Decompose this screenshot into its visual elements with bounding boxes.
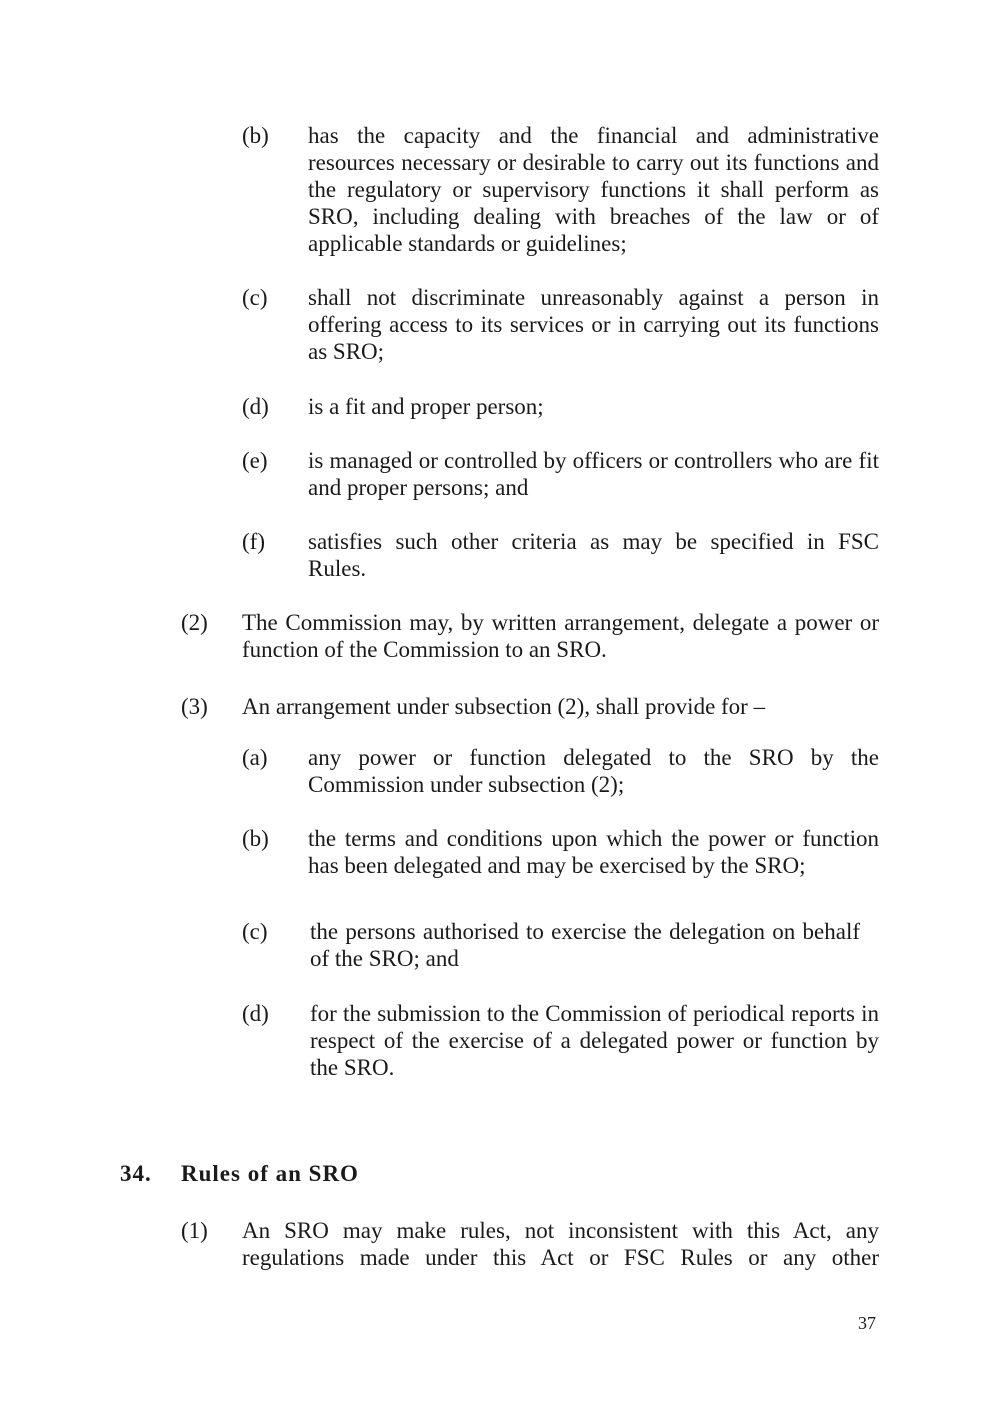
- text-line: respect of the exercise of a delegated power or function by: [310, 1028, 879, 1053]
- item-label-a: (a): [242, 745, 268, 770]
- item-text-c2: [310, 918, 860, 972]
- text-line: SRO, including dealing with breaches of the law or of: [308, 204, 879, 229]
- text-line: satisfies such other criteria as may be specified in FSC: [308, 529, 879, 554]
- text-line: has the capacity and the financial and administrative: [308, 123, 879, 148]
- text-line: shall not discriminate unreasonably against a person in: [308, 285, 879, 310]
- subsection-text-2: [242, 609, 879, 663]
- text-line: An SRO may make rules, not inconsistent with this Act, any: [242, 1218, 879, 1243]
- text-line: for the submission to the Commission of periodical reports in: [310, 1001, 879, 1026]
- text-line: Rules.: [308, 556, 367, 581]
- text-line: applicable standards or guidelines;: [308, 231, 627, 256]
- subsection-label-2: (2): [181, 610, 208, 635]
- text-line: the SRO.: [310, 1055, 395, 1080]
- item-text-a: [308, 744, 879, 798]
- item-text-c: [308, 284, 879, 365]
- item-label-f: (f): [242, 529, 265, 554]
- text-line: An arrangement under subsection (2), shall provide for –: [242, 694, 766, 719]
- item-label-c2: (c): [242, 919, 268, 944]
- item-label-d: (d): [242, 394, 269, 419]
- page-number: 37: [858, 1313, 876, 1333]
- text-line: of the SRO; and: [310, 946, 459, 971]
- item-label-e: (e): [242, 448, 268, 473]
- item-text-e: [308, 447, 879, 501]
- section-title: Rules of an SRO: [181, 1161, 359, 1186]
- item-label-c: (c): [242, 285, 268, 310]
- item-label-d2: (d): [242, 1001, 269, 1026]
- text-line: as SRO;: [308, 339, 385, 364]
- text-line: has been delegated and may be exercised by the SRO;: [308, 853, 806, 878]
- text-line: the persons authorised to exercise the delegation on behalf: [310, 919, 860, 944]
- item-text-d: [308, 393, 879, 420]
- item-label-b: (b): [242, 123, 269, 148]
- subsection-label-3: (3): [181, 694, 208, 719]
- text-line: The Commission may, by written arrangement, delegate a power or: [242, 610, 879, 635]
- section-number: 34.: [120, 1161, 152, 1186]
- item-label-b2: (b): [242, 826, 269, 851]
- text-line: the regulatory or supervisory functions it shall perform as: [308, 177, 879, 202]
- subsection-text-1: [242, 1217, 879, 1271]
- subsection-label-1: (1): [181, 1218, 208, 1243]
- item-text-b: [308, 122, 879, 257]
- item-text-b2: [308, 825, 879, 879]
- text-line: regulations made under this Act or FSC Rules or any other: [242, 1245, 879, 1270]
- text-line: resources necessary or desirable to carry out its functions and: [308, 150, 879, 175]
- text-line: Commission under subsection (2);: [308, 772, 625, 797]
- text-line: the terms and conditions upon which the power or function: [308, 826, 879, 851]
- text-line: is managed or controlled by officers or controllers who are fit: [308, 448, 879, 473]
- text-line: and proper persons; and: [308, 475, 529, 500]
- text-line: is a fit and proper person;: [308, 394, 544, 419]
- item-text-f: [308, 528, 879, 582]
- text-line: offering access to its services or in carrying out its functions: [308, 312, 879, 337]
- text-line: function of the Commission to an SRO.: [242, 637, 607, 662]
- subsection-text-3: [242, 693, 879, 720]
- item-text-d2: [310, 1000, 879, 1081]
- text-line: any power or function delegated to the SRO by the: [308, 745, 879, 770]
